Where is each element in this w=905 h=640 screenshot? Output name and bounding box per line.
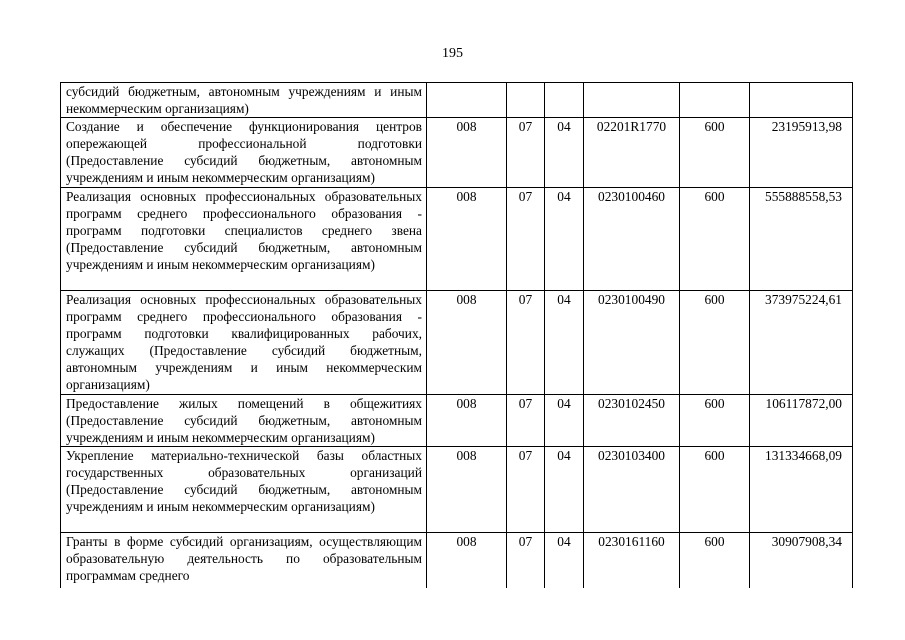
expense-type-code xyxy=(680,83,750,118)
section-code xyxy=(507,83,545,118)
table-row xyxy=(61,447,853,533)
section-code: 07 xyxy=(507,118,545,188)
ministry-code: 008 xyxy=(427,447,507,533)
expense-type-code: 600 xyxy=(680,395,750,447)
row-description: Реализация основных профессиональных образовательных программ среднего профессионального образования - программ подготовки специалистов среднего звена (Предоставление субсидий бюджетным, автономным учреждениям и иным некоммерческим организациям) xyxy=(61,188,427,291)
section-code: 07 xyxy=(507,188,545,291)
subsection-code: 04 xyxy=(545,447,584,533)
amount-value xyxy=(750,83,853,118)
subsection-code: 04 xyxy=(545,395,584,447)
table-row xyxy=(61,83,853,118)
table-row xyxy=(61,188,853,291)
subsection-code xyxy=(545,83,584,118)
amount-value: 30907908,34 xyxy=(750,533,853,613)
ministry-code: 008 xyxy=(427,188,507,291)
row-description: Предоставление жилых помещений в общежитиях (Предоставление субсидий бюджетным, автономным учреждениям и иным некоммерческим организациям) xyxy=(61,395,427,447)
expense-type-code: 600 xyxy=(680,447,750,533)
expense-type-code: 600 xyxy=(680,291,750,395)
ministry-code xyxy=(427,83,507,118)
section-code: 07 xyxy=(507,395,545,447)
amount-value: 373975224,61 xyxy=(750,291,853,395)
amount-value: 23195913,98 xyxy=(750,118,853,188)
ministry-code: 008 xyxy=(427,291,507,395)
subsection-code: 04 xyxy=(545,118,584,188)
target-article-code: 0230100490 xyxy=(584,291,680,395)
ministry-code: 008 xyxy=(427,118,507,188)
budget-table xyxy=(60,82,853,613)
row-description: Укрепление материально-технической базы областных государственных образовательных организаций (Предоставление субсидий бюджетным, автономным учреждениям и иным некоммерческим организациям) xyxy=(61,447,427,533)
target-article-code: 0230161160 xyxy=(584,533,680,613)
target-article-code: 0230100460 xyxy=(584,188,680,291)
row-description: Гранты в форме субсидий организациям, осуществляющим образовательную деятельность по образовательным программам среднего xyxy=(61,533,427,613)
expense-type-code: 600 xyxy=(680,118,750,188)
row-description: субсидий бюджетным, автономным учреждениям и иным некоммерческим организациям) xyxy=(61,83,427,118)
subsection-code: 04 xyxy=(545,291,584,395)
section-code: 07 xyxy=(507,447,545,533)
page-bottom-margin xyxy=(0,588,905,640)
subsection-code: 04 xyxy=(545,533,584,613)
target-article-code: 0230103400 xyxy=(584,447,680,533)
subsection-code: 04 xyxy=(545,188,584,291)
table-row xyxy=(61,291,853,395)
expense-type-code: 600 xyxy=(680,533,750,613)
page-number: 195 xyxy=(442,46,463,61)
row-description: Создание и обеспечение функционирования центров опережающей профессиональной подготовки (Предоставление субсидий бюджетным, автономным учреждениям и иным некоммерческим организациям) xyxy=(61,118,427,188)
amount-value: 555888558,53 xyxy=(750,188,853,291)
amount-value: 106117872,00 xyxy=(750,395,853,447)
table-row xyxy=(61,118,853,188)
amount-value: 131334668,09 xyxy=(750,447,853,533)
table-row xyxy=(61,395,853,447)
target-article-code: 02201R1770 xyxy=(584,118,680,188)
ministry-code: 008 xyxy=(427,395,507,447)
section-code: 07 xyxy=(507,291,545,395)
row-description: Реализация основных профессиональных образовательных программ среднего профессионального образования - программ подготовки квалифицированных рабочих, служащих (Предоставление субсидий бюджетным, автономным учреждениям и иным некоммерческим организациям) xyxy=(61,291,427,395)
expense-type-code: 600 xyxy=(680,188,750,291)
ministry-code: 008 xyxy=(427,533,507,613)
target-article-code xyxy=(584,83,680,118)
section-code: 07 xyxy=(507,533,545,613)
target-article-code: 0230102450 xyxy=(584,395,680,447)
